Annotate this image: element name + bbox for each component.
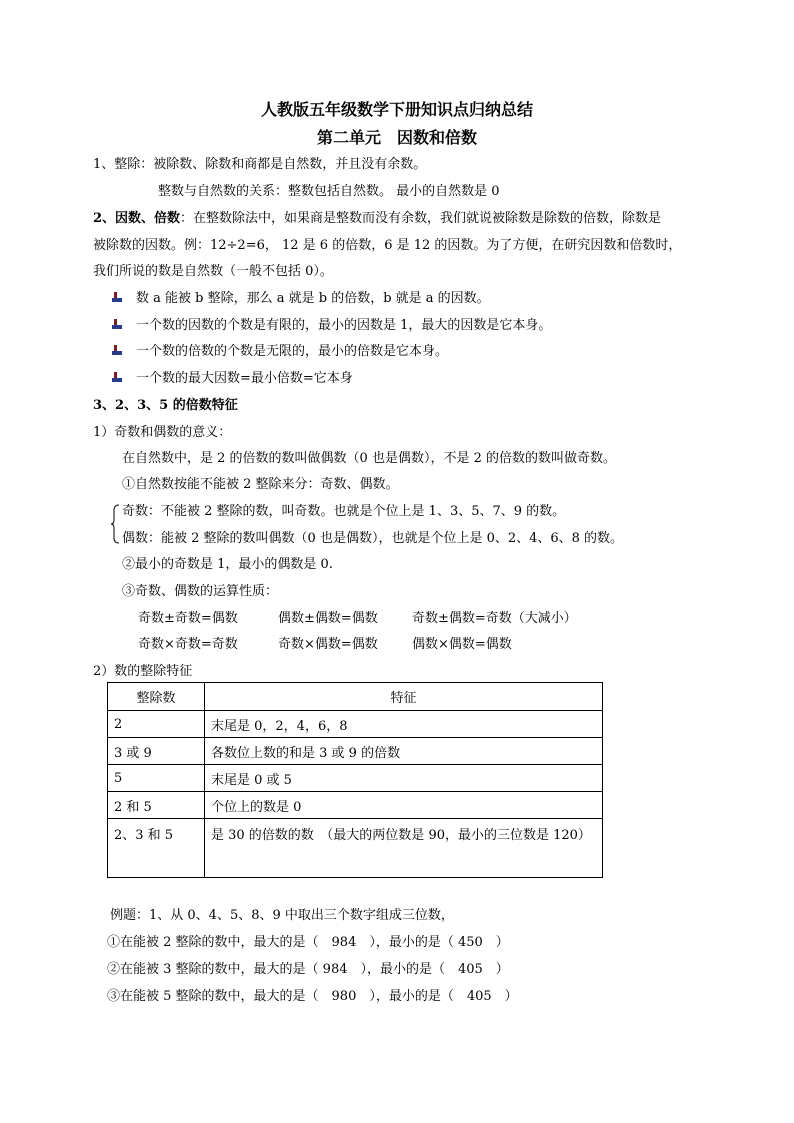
section2-text-1: ：在整数除法中，如果商是整数而没有余数，我们就说被除数是除数的倍数，除数是 [180,211,662,226]
bullet-item: 数 a 能被 b 整除，那么 a 就是 b 的倍数，b 就是 a 的因数。 [136,291,490,306]
table-header-row [108,683,603,711]
section2-text-3: 我们所说的数是自然数（一般不包括 0）。 [93,264,333,279]
section1-line2: 整数与自然数的关系：整数包括自然数。 最小的自然数是 0 [158,184,500,199]
example-question-3: ③在能被 5 整除的数中，最大的是（ 980 ），最小的是（ 405 ） [107,989,518,1004]
classification-line: ①自然数按能不能被 2 整除来分：奇数、偶数。 [122,477,399,492]
smallest-odd-even: ②最小的奇数是 1，最小的偶数是 0. [122,557,333,572]
arrow-bullet-icon [112,372,122,384]
table-row [108,711,603,738]
odd-definition: 奇数：不能被 2 整除的数，叫奇数。也就是个位上是 1、3、5、7、9 的数。 [122,504,566,519]
bullet-item: 一个数的倍数的个数是无限的，最小的倍数是它本身。 [136,344,449,359]
table-cell: 末尾是 0，2，4，6，8 [205,711,603,738]
operation-rule: 奇数±偶数=奇数（大减小） [412,611,577,626]
table-row [108,819,603,878]
table-cell: 个位上的数是 0 [205,792,603,819]
table-row [108,765,603,792]
bullet-item: 一个数的最大因数=最小倍数=它本身 [136,371,353,386]
table-header: 整除数 [108,683,205,711]
operation-rule: 奇数×奇数=奇数 [138,637,238,652]
operation-rule: 偶数×偶数=偶数 [412,637,512,652]
example-question-1: ①在能被 2 整除的数中，最大的是（ 984 ），最小的是（ 450 ） [107,935,509,950]
table-cell: 3 或 9 [108,738,205,765]
table-cell: 2 和 5 [108,792,205,819]
page-title: 人教版五年级数学下册知识点归纳总结 [260,100,533,119]
left-brace-icon [110,504,120,544]
section3-heading: 3、2、3、5 的倍数特征 [93,398,238,413]
section3-sub2: 2）数的整除特征 [93,664,193,679]
arrow-bullet-icon [112,319,122,331]
table-row [108,792,603,819]
operation-properties: ③奇数、偶数的运算性质： [122,584,279,599]
operation-rule: 偶数±偶数=偶数 [278,611,378,626]
section2-paragraph [93,211,661,227]
example-intro: 例题：1、从 0、4、5、8、9 中取出三个数字组成三位数， [110,908,454,923]
arrow-bullet-icon [112,292,122,304]
section2-text-2: 被除数的因数。例：12÷2=6， 12 是 6 的倍数，6 是 12 的因数。为了方便，在研究因数和倍数时， [93,238,682,253]
operation-rule: 奇数×偶数=偶数 [278,637,378,652]
example-question-2: ②在能被 3 整除的数中，最大的是（ 984 ），最小的是（ 405 ） [107,962,509,977]
section3-sub1: 1）奇数和偶数的意义： [93,425,232,440]
table-cell: 末尾是 0 或 5 [205,765,603,792]
table-header: 特征 [205,683,603,711]
unit-title: 第二单元 因数和倍数 [316,128,477,147]
table-cell: 是 30 的倍数的数 （最大的两位数是 90，最小的三位数是 120） [205,819,603,878]
odd-even-definition: 在自然数中，是 2 的倍数的数叫做偶数（0 也是偶数），不是 2 的倍数的数叫做奇数。 [122,451,616,466]
arrow-bullet-icon [112,345,122,357]
section1-line1: 1、整除：被除数、除数和商都是自然数，并且没有余数。 [93,157,427,172]
table-cell: 各数位上数的和是 3 或 9 的倍数 [205,738,603,765]
table-cell: 2 [108,711,205,738]
table-row [108,738,603,765]
bullet-item: 一个数的因数的个数是有限的，最小的因数是 1，最大的因数是它本身。 [136,318,552,333]
divisibility-table [107,682,603,878]
table-cell: 5 [108,765,205,792]
table-cell: 2、3 和 5 [108,819,205,878]
section2-heading: 2、因数、倍数 [93,211,181,226]
even-definition: 偶数：能被 2 整除的数叫偶数（0 也是偶数），也就是个位上是 0、2、4、6、8 的数。 [122,531,624,546]
operation-rule: 奇数±奇数=偶数 [138,611,238,626]
